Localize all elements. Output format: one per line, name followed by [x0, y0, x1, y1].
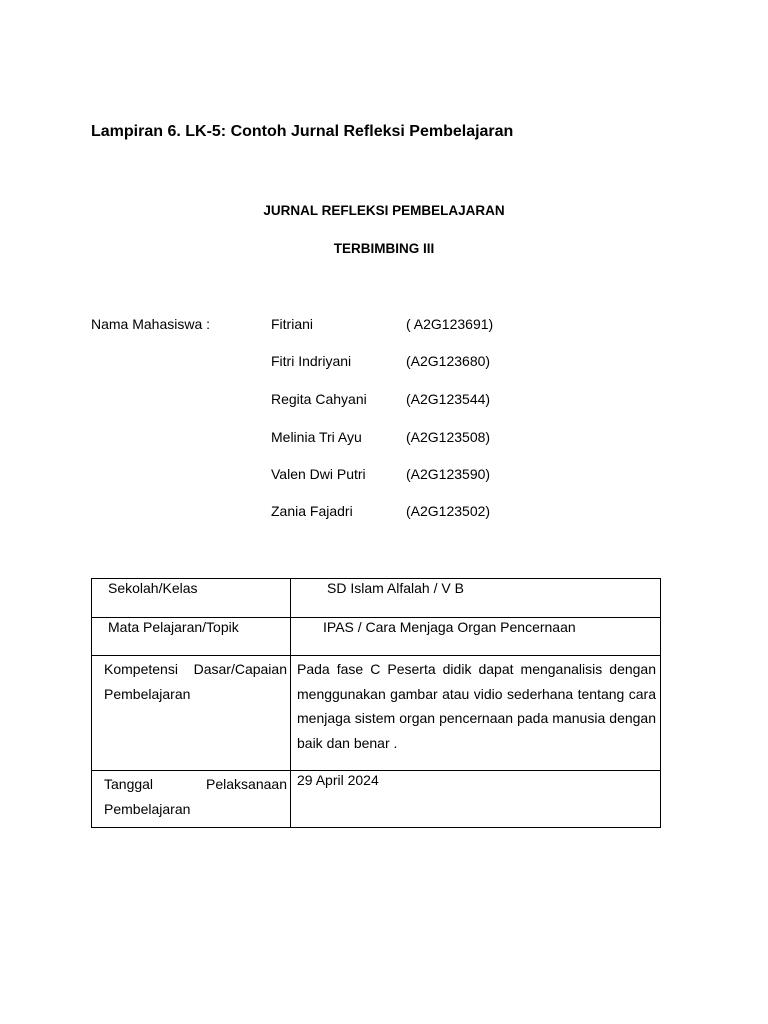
- student-nim: (A2G123508): [406, 429, 491, 445]
- competency-label: [92, 656, 291, 771]
- competency-label-line1: Kompetensi Dasar/Capaian: [104, 661, 287, 677]
- document-subtitle: TERBIMBING III: [333, 241, 435, 256]
- competency-value: Pada fase C Peserta didik dapat menganalisis dengan menggunakan gambar atau vidio sederhana tentang cara menjaga sistem organ pencernaan pada manusia dengan baik dan benar .: [291, 656, 661, 771]
- subject-topic-value: IPAS / Cara Menjaga Organ Pencernaan: [291, 618, 661, 656]
- table-row: [92, 618, 661, 656]
- student-nim: ( A2G123691): [406, 316, 494, 332]
- table-row: [92, 579, 661, 618]
- student-names-label: Nama Mahasiswa :: [91, 316, 211, 332]
- student-nim: (A2G123544): [406, 391, 491, 407]
- school-class-value: SD Islam Alfalah / V B: [291, 579, 661, 618]
- student-name: Valen Dwi Putri: [271, 466, 366, 482]
- implementation-date-value: 29 April 2024: [291, 771, 661, 828]
- school-class-label: Sekolah/Kelas: [92, 579, 291, 618]
- date-label-line1: Tanggal Pelaksanaan: [104, 776, 287, 792]
- appendix-heading: Lampiran 6. LK-5: Contoh Jurnal Refleksi Pembelajaran: [91, 123, 514, 140]
- table-row: [92, 771, 661, 828]
- implementation-date-label: [92, 771, 291, 828]
- student-nim: (A2G123680): [406, 353, 491, 369]
- table-row: [92, 656, 661, 771]
- learning-info-table: [91, 578, 661, 828]
- subject-topic-label: Mata Pelajaran/Topik: [92, 618, 291, 656]
- student-name: Fitriani: [271, 316, 314, 332]
- document-title: JURNAL REFLEKSI PEMBELAJARAN: [263, 203, 505, 218]
- student-name: Zania Fajadri: [271, 503, 353, 519]
- student-nim: (A2G123502): [406, 503, 491, 519]
- student-nim: (A2G123590): [406, 466, 491, 482]
- student-name: Fitri Indriyani: [271, 353, 352, 369]
- student-name: Regita Cahyani: [271, 391, 367, 407]
- date-label-line2: Pembelajaran: [104, 800, 191, 817]
- student-name: Melinia Tri Ayu: [271, 429, 362, 445]
- competency-label-line2: Pembelajaran: [104, 685, 191, 702]
